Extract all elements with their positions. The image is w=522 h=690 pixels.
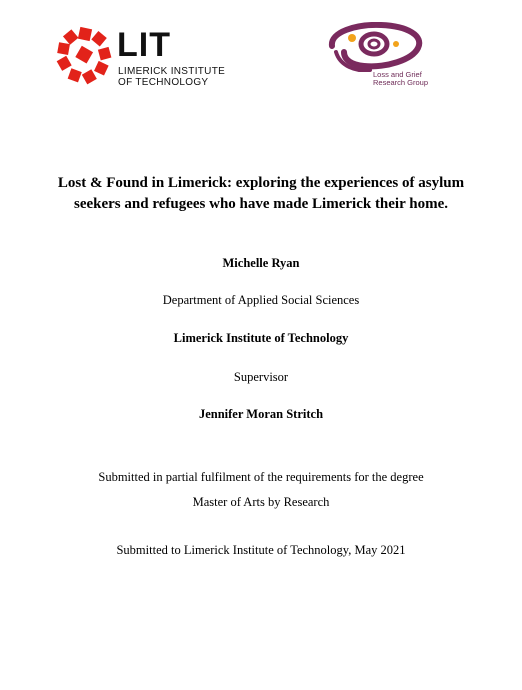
loss-grief-name-line1: Loss and Grief (373, 70, 422, 79)
supervisor-label: Supervisor (233, 370, 289, 384)
institution: Limerick Institute of Technology (173, 331, 349, 345)
lit-name-line2: OF TECHNOLOGY (118, 77, 209, 88)
department: Department of Applied Social Sciences (162, 293, 360, 307)
author-name: Michelle Ryan (222, 256, 300, 270)
submitted-to: Submitted to Limerick Institute of Technology, May 2021 (116, 543, 406, 557)
loss-grief-name-line2: Research Group (373, 78, 429, 87)
spiral-icon (326, 22, 436, 72)
lit-logo (55, 26, 235, 96)
thesis-title-line2: seekers and refugees who have made Limerick their home. (74, 196, 448, 212)
degree-name: Master of Arts by Research (192, 495, 330, 509)
supervisor-name: Jennifer Moran Stritch (198, 407, 324, 421)
loss-grief-logo (326, 22, 436, 88)
thesis-title-line1: Lost & Found in Limerick: exploring the experiences of asylum (57, 175, 465, 191)
lit-emblem-icon (55, 26, 115, 88)
lit-wordmark: LIT (117, 26, 171, 64)
thesis-title (0, 173, 522, 215)
lit-name-line1: LIMERICK INSTITUTE (118, 66, 226, 77)
submission-statement: Submitted in partial fulfilment of the requirements for the degree (98, 470, 424, 484)
